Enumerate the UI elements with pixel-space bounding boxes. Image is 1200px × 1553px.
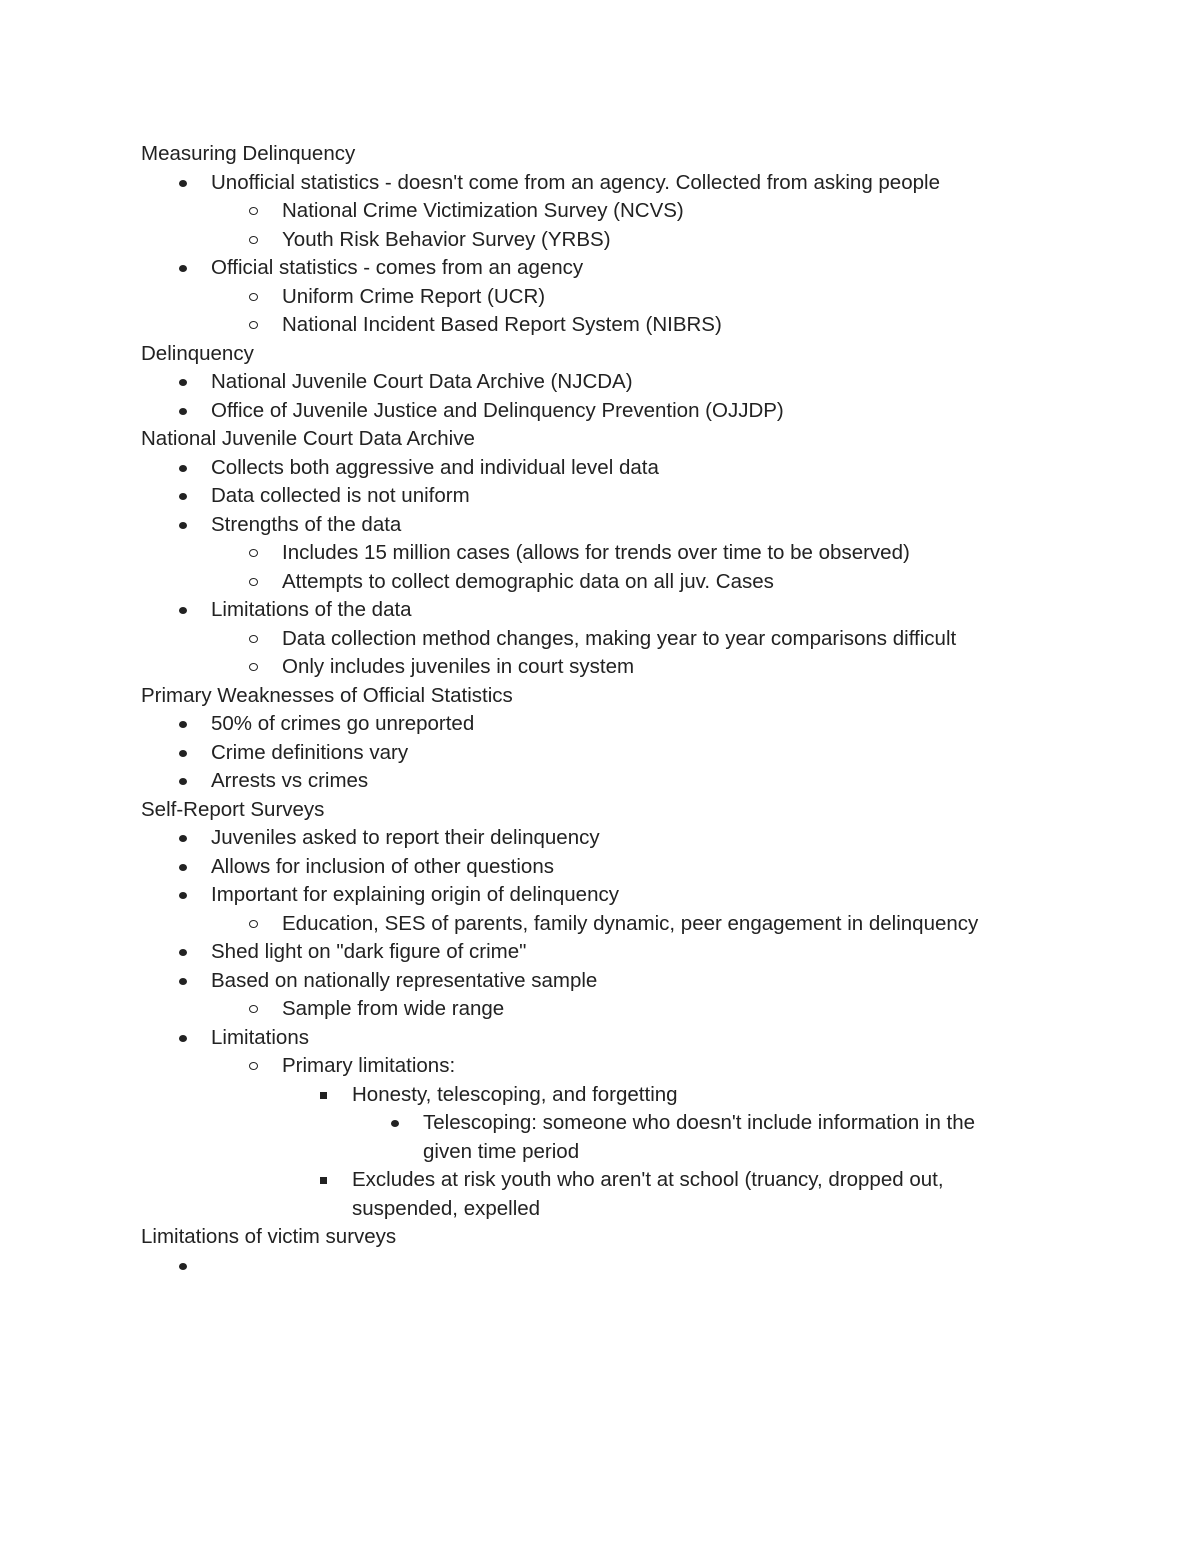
hollow-bullet-icon	[249, 207, 258, 215]
square-bullet-icon	[320, 1092, 327, 1099]
filled-bullet-icon	[179, 949, 187, 956]
list-item: National Crime Victimization Survey (NCVS)	[0, 197, 1200, 226]
filled-bullet-icon	[179, 978, 187, 985]
list-item: Excludes at risk youth who aren't at school (truancy, dropped out, suspended, expelled	[0, 1166, 992, 1223]
hollow-bullet-icon	[249, 549, 258, 557]
filled-bullet-icon	[179, 778, 187, 785]
list-item: Includes 15 million cases (allows for trends over time to be observed)	[0, 539, 1200, 568]
square-bullet-icon	[320, 1177, 327, 1184]
list-item: Sample from wide range	[0, 995, 1200, 1024]
filled-bullet-icon	[179, 750, 187, 757]
list-item: Data collected is not uniform	[0, 482, 1200, 511]
filled-bullet-icon	[179, 493, 187, 500]
list-item: Telescoping: someone who doesn't include information in the given time period	[0, 1109, 1013, 1166]
hollow-bullet-icon	[249, 321, 258, 329]
filled-bullet-icon	[179, 864, 187, 871]
list-item: 50% of crimes go unreported	[0, 710, 1200, 739]
hollow-bullet-icon	[249, 1062, 258, 1070]
list-item: Primary limitations:	[0, 1052, 1200, 1081]
filled-bullet-icon	[391, 1120, 399, 1127]
section-heading: Self-Report Surveys	[141, 797, 325, 821]
filled-bullet-icon	[179, 180, 187, 187]
filled-bullet-icon	[179, 892, 187, 899]
list-item: Allows for inclusion of other questions	[0, 853, 1200, 882]
list-item: Important for explaining origin of delinquency	[0, 881, 1200, 910]
hollow-bullet-icon	[249, 578, 258, 586]
list-item: Crime definitions vary	[0, 739, 1200, 768]
list-item	[0, 1252, 1200, 1281]
section-heading: Delinquency	[141, 341, 254, 365]
list-item: Shed light on "dark figure of crime"	[0, 938, 1200, 967]
filled-bullet-icon	[179, 835, 187, 842]
list-item: Strengths of the data	[0, 511, 1200, 540]
filled-bullet-icon	[179, 1035, 187, 1042]
hollow-bullet-icon	[249, 635, 258, 643]
document-body	[0, 140, 1200, 1280]
section-heading: Primary Weaknesses of Official Statistics	[141, 683, 513, 707]
filled-bullet-icon	[179, 379, 187, 386]
list-item: Honesty, telescoping, and forgetting	[0, 1081, 1200, 1110]
filled-bullet-icon	[179, 522, 187, 529]
list-item: Youth Risk Behavior Survey (YRBS)	[0, 226, 1200, 255]
list-item: National Incident Based Report System (NIBRS)	[0, 311, 1200, 340]
filled-bullet-icon	[179, 265, 187, 272]
list-item: Office of Juvenile Justice and Delinquency Prevention (OJJDP)	[0, 397, 1200, 426]
hollow-bullet-icon	[249, 920, 258, 928]
list-item: National Juvenile Court Data Archive (NJCDA)	[0, 368, 1200, 397]
list-item: Based on nationally representative sample	[0, 967, 1200, 996]
section-heading: Limitations of victim surveys	[141, 1225, 397, 1248]
filled-bullet-icon	[179, 465, 187, 472]
hollow-bullet-icon	[249, 236, 258, 244]
hollow-bullet-icon	[249, 293, 258, 301]
filled-bullet-icon	[179, 721, 187, 728]
hollow-bullet-icon	[249, 663, 258, 671]
hollow-bullet-icon	[249, 1005, 258, 1013]
list-item: Juveniles asked to report their delinquency	[0, 824, 1200, 853]
list-item: Uniform Crime Report (UCR)	[0, 283, 1200, 312]
list-item: Only includes juveniles in court system	[0, 653, 1200, 682]
list-item: Official statistics - comes from an agency	[0, 254, 1200, 283]
filled-bullet-icon	[179, 607, 187, 614]
list-item: Collects both aggressive and individual level data	[0, 454, 1200, 483]
section-heading: Measuring Delinquency	[141, 142, 356, 165]
list-item: Attempts to collect demographic data on all juv. Cases	[0, 568, 1200, 597]
section-heading: National Juvenile Court Data Archive	[141, 427, 475, 450]
filled-bullet-icon	[179, 408, 187, 415]
list-item: Limitations	[0, 1024, 1200, 1053]
list-item: Arrests vs crimes	[0, 767, 1200, 796]
filled-bullet-icon	[179, 1263, 187, 1270]
list-item: Unofficial statistics - doesn't come from an agency. Collected from asking people	[0, 169, 1200, 198]
list-item: Data collection method changes, making year to year comparisons difficult	[0, 625, 1200, 654]
list-item: Education, SES of parents, family dynamic, peer engagement in delinquency	[0, 910, 1200, 939]
list-item: Limitations of the data	[0, 596, 1200, 625]
